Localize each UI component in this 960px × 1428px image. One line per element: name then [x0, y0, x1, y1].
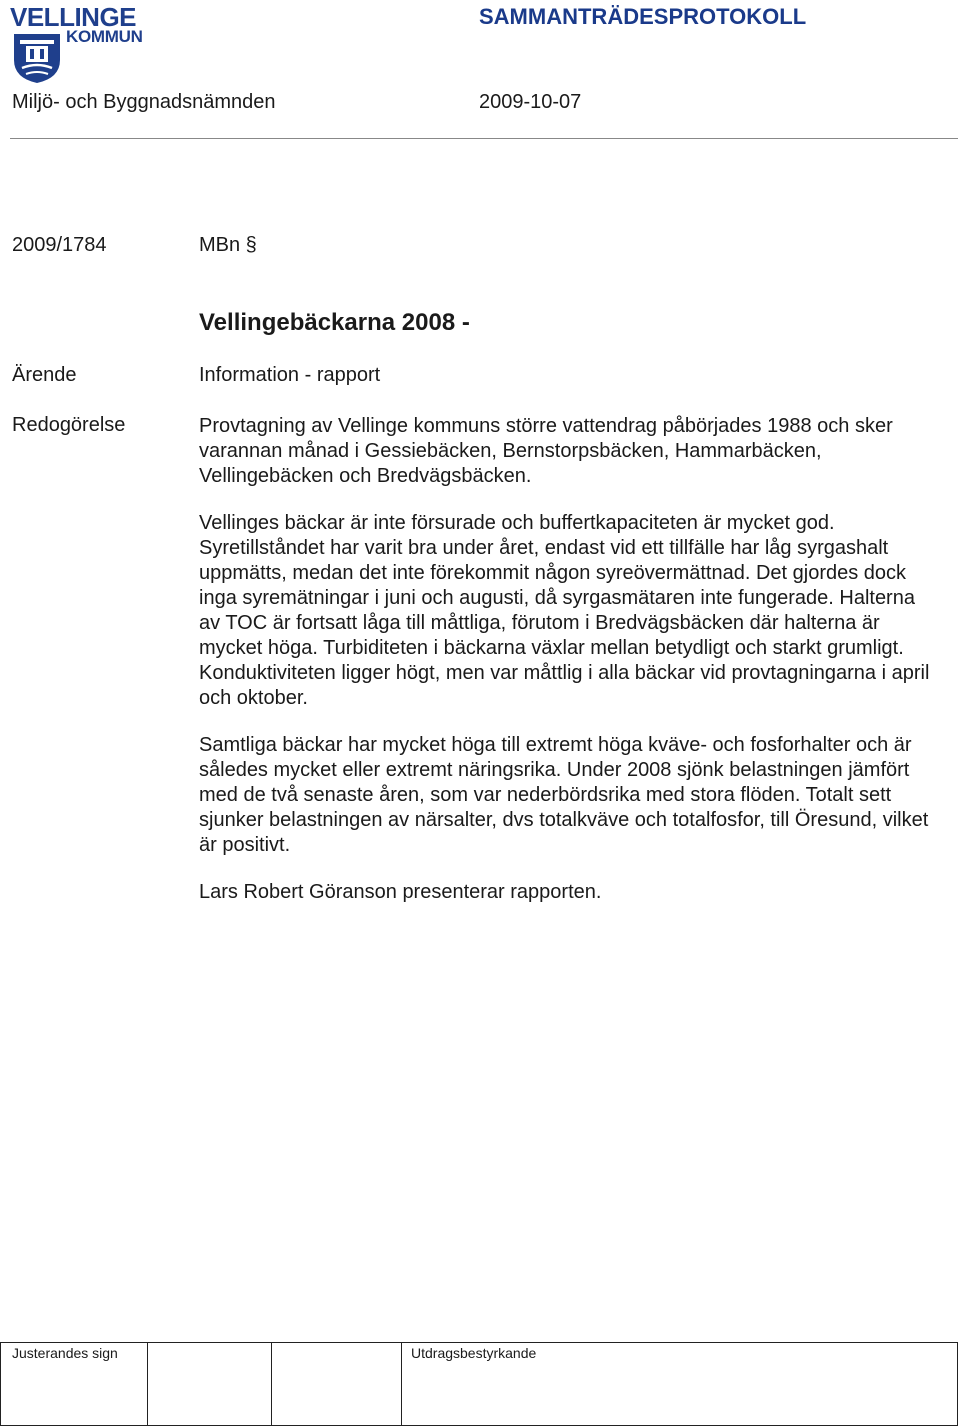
justerandes-sign-label: Justerandes sign — [12, 1345, 118, 1361]
report-body — [199, 414, 939, 927]
meeting-date: 2009-10-07 — [479, 91, 582, 113]
header-divider — [10, 138, 958, 139]
utdragsbestyrkande-label: Utdragsbestyrkande — [411, 1345, 537, 1361]
signature-divider — [271, 1343, 272, 1425]
signature-divider — [147, 1343, 148, 1425]
document-title: SAMMANTRÄDESPROTOKOLL — [479, 4, 807, 29]
committee-name: Miljö- och Byggnadsnämnden — [12, 91, 276, 113]
paragraph-nutrients: Samtliga bäckar har mycket höga till extremt höga kväve- och fosforhalter och är således mycket eller extremt näringsrika. Under 2008 sjönk belastningen jämfört med de två senaste åren, som var nederbördsrika med stora flöden. Totalt sett sjunker belastningen av närsalter, dvs totalkväve och totalfosfor, till Öresund, vilket är positivt. — [199, 734, 929, 856]
case-reference: MBn § — [199, 234, 257, 256]
case-number: 2009/1784 — [12, 234, 107, 256]
paragraph-condition: Vellinges bäckar är inte försurade och buffertkapaciteten är mycket god. Syretillståndet har varit bra under året, endast vid ett tillfälle har låg syrgashalt uppmätts, medan det inte förekommit någon syreövermättnad. Det gjordes dock inga syremätningar i juni och augusti, då syrgasmätaren inte fungerade. Halterna av TOC är fortsatt låga till måttliga, förutom i Bredvägsbäcken där halterna är mycket höga. Turbiditeten i bäckarna växlar mellan betydligt och starkt grumligt. Konduktiviteten ligger högt, men var måttlig i alla bäckar vid provtagningarna i april och oktober. — [199, 512, 930, 709]
coat-of-arms-icon — [12, 32, 62, 84]
arende-value: Information - rapport — [199, 364, 381, 386]
redogorelse-label: Redogörelse — [12, 414, 126, 436]
paragraph-presenter: Lars Robert Göranson presenterar rapporten. — [199, 881, 602, 903]
arende-label: Ärende — [12, 364, 77, 386]
signature-divider — [401, 1343, 402, 1425]
logo-text-vellinge: VELLINGE — [10, 2, 137, 32]
paragraph-intro: Provtagning av Vellinge kommuns större vattendrag påbörjades 1988 och sker varannan månad i Gessiebäcken, Bernstorpsbäcken, Hammarbäcken, Vellingebäcken och Bredvägsbäcken. — [199, 415, 893, 487]
signature-table — [0, 1342, 958, 1426]
agenda-heading: Vellingebäckarna 2008 - — [199, 309, 470, 336]
logo-text-kommun: KOMMUN — [66, 27, 143, 46]
vellinge-logo — [10, 2, 143, 82]
